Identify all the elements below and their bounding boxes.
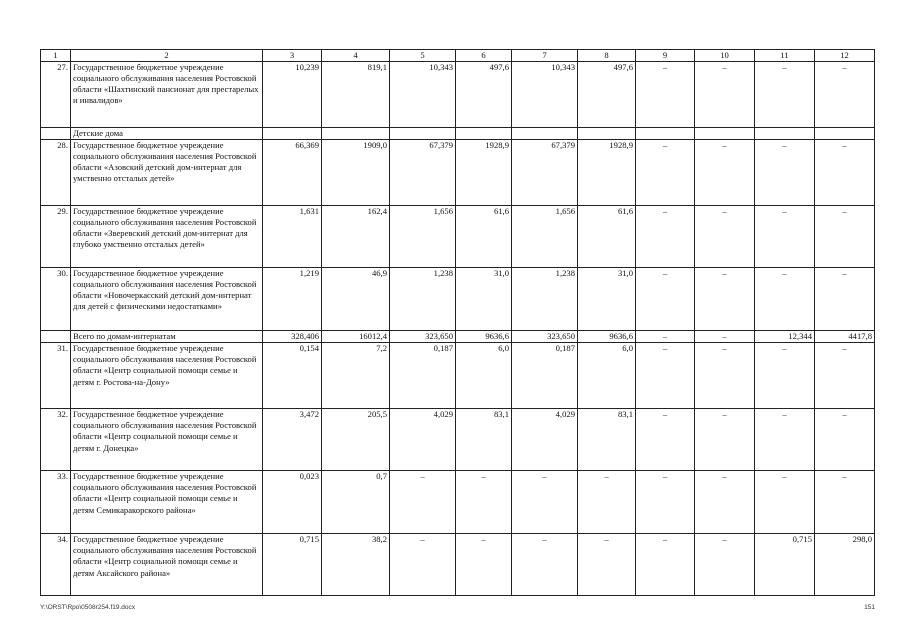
footer-page-number: 151	[864, 604, 875, 611]
value-cell: –	[755, 409, 815, 471]
value-cell	[578, 128, 636, 140]
value-cell: –	[815, 140, 875, 206]
row-number	[41, 331, 71, 343]
value-cell: 7,2	[322, 343, 390, 409]
value-cell: –	[755, 140, 815, 206]
value-cell: 1928,9	[456, 140, 512, 206]
value-cell: –	[755, 206, 815, 268]
value-cell: 3,472	[263, 409, 322, 471]
value-cell: –	[695, 206, 755, 268]
value-cell: –	[512, 534, 578, 596]
institution-name: Государственное бюджетное учреждение социального обслуживания населения Ростовской области «Центр социальной помощи семье и детям Аксайского района»	[71, 534, 263, 596]
value-cell: 0,715	[263, 534, 322, 596]
value-cell: 9636,6	[578, 331, 636, 343]
value-cell: 497,6	[578, 62, 636, 128]
row-number: 29.	[41, 206, 71, 268]
header-cell: 10	[695, 50, 755, 62]
value-cell: 46,9	[322, 268, 390, 331]
value-cell: –	[636, 534, 695, 596]
total-row	[41, 331, 875, 343]
table-row	[41, 268, 875, 331]
header-cell: 7	[512, 50, 578, 62]
value-cell: –	[578, 471, 636, 534]
value-cell: 4,029	[390, 409, 456, 471]
value-cell: 1,631	[263, 206, 322, 268]
table-row	[41, 534, 875, 596]
header-cell: 1	[41, 50, 71, 62]
table-row	[41, 471, 875, 534]
value-cell	[695, 128, 755, 140]
institution-name: Государственное бюджетное учреждение социального обслуживания населения Ростовской области «Центр социальной помощи семье и детям г. Донецка»	[71, 409, 263, 471]
value-cell: –	[578, 534, 636, 596]
value-cell: –	[695, 268, 755, 331]
institution-name: Государственное бюджетное учреждение социального обслуживания населения Ростовской области «Новочеркасский детский дом-интернат для детей с физическими недостатками»	[71, 268, 263, 331]
institution-name: Государственное бюджетное учреждение социального обслуживания населения Ростовской области «Центр социальной помощи семье и детям Семикаракорского района»	[71, 471, 263, 534]
value-cell	[322, 128, 390, 140]
row-number: 27.	[41, 62, 71, 128]
value-cell: 497,6	[456, 62, 512, 128]
row-number: 31.	[41, 343, 71, 409]
table-row	[41, 409, 875, 471]
value-cell: 10,343	[512, 62, 578, 128]
table-row	[41, 206, 875, 268]
value-cell: 323,650	[512, 331, 578, 343]
value-cell: –	[636, 409, 695, 471]
value-cell: 0,187	[390, 343, 456, 409]
value-cell: 10,343	[390, 62, 456, 128]
value-cell	[512, 128, 578, 140]
value-cell: –	[815, 62, 875, 128]
footer-file-path: Y:\ORST\Rpo\0508r254.f19.docx	[40, 604, 136, 611]
table-row	[41, 140, 875, 206]
value-cell: –	[815, 409, 875, 471]
value-cell: –	[456, 534, 512, 596]
value-cell: 0,7	[322, 471, 390, 534]
value-cell: –	[755, 343, 815, 409]
value-cell: 83,1	[578, 409, 636, 471]
value-cell: 31,0	[578, 268, 636, 331]
value-cell: –	[636, 206, 695, 268]
table-row	[41, 343, 875, 409]
value-cell: –	[636, 331, 695, 343]
row-number: 28.	[41, 140, 71, 206]
row-number: 33.	[41, 471, 71, 534]
value-cell: 4417,8	[815, 331, 875, 343]
value-cell: 67,379	[390, 140, 456, 206]
value-cell: 205,5	[322, 409, 390, 471]
value-cell: 16012,4	[322, 331, 390, 343]
value-cell: –	[456, 471, 512, 534]
header-cell: 6	[456, 50, 512, 62]
value-cell: –	[512, 471, 578, 534]
value-cell: –	[815, 343, 875, 409]
value-cell	[815, 128, 875, 140]
value-cell: 67,379	[512, 140, 578, 206]
header-cell: 8	[578, 50, 636, 62]
data-table	[40, 49, 875, 596]
value-cell: 162,4	[322, 206, 390, 268]
value-cell: –	[695, 140, 755, 206]
value-cell: 9636,6	[456, 331, 512, 343]
value-cell: –	[636, 471, 695, 534]
value-cell: –	[636, 140, 695, 206]
value-cell: 298,0	[815, 534, 875, 596]
value-cell: –	[695, 62, 755, 128]
value-cell: 1,219	[263, 268, 322, 331]
value-cell: –	[755, 268, 815, 331]
row-number: 34.	[41, 534, 71, 596]
value-cell: 6,0	[456, 343, 512, 409]
value-cell: 1,656	[390, 206, 456, 268]
table-row	[41, 62, 875, 128]
header-cell: 5	[390, 50, 456, 62]
value-cell: 83,1	[456, 409, 512, 471]
value-cell: –	[695, 409, 755, 471]
value-cell: 1,238	[512, 268, 578, 331]
value-cell: –	[815, 206, 875, 268]
value-cell: 0,023	[263, 471, 322, 534]
row-number	[41, 128, 71, 140]
value-cell: –	[695, 471, 755, 534]
value-cell: –	[695, 343, 755, 409]
value-cell	[456, 128, 512, 140]
value-cell: 0,154	[263, 343, 322, 409]
header-cell: 2	[71, 50, 263, 62]
institution-name: Детские дома	[71, 128, 263, 140]
row-number: 32.	[41, 409, 71, 471]
value-cell: 12,344	[755, 331, 815, 343]
institution-name: Всего по домам-интернатам	[71, 331, 263, 343]
value-cell: –	[390, 471, 456, 534]
row-number: 30.	[41, 268, 71, 331]
value-cell: 66,369	[263, 140, 322, 206]
value-cell: 819,1	[322, 62, 390, 128]
value-cell: 1909,0	[322, 140, 390, 206]
value-cell: 1,238	[390, 268, 456, 331]
value-cell: 323,650	[390, 331, 456, 343]
header-row	[41, 50, 875, 62]
value-cell: –	[755, 62, 815, 128]
institution-name: Государственное бюджетное учреждение социального обслуживания населения Ростовской области «Шахтинский пансионат для престарелых и инвалидов»	[71, 62, 263, 128]
value-cell: 61,6	[578, 206, 636, 268]
value-cell: –	[636, 343, 695, 409]
value-cell: 0,715	[755, 534, 815, 596]
header-cell: 9	[636, 50, 695, 62]
value-cell: 1,656	[512, 206, 578, 268]
section-row	[41, 128, 875, 140]
value-cell: 10,239	[263, 62, 322, 128]
value-cell: –	[695, 534, 755, 596]
value-cell: –	[695, 331, 755, 343]
value-cell: 61,6	[456, 206, 512, 268]
value-cell: 31,0	[456, 268, 512, 331]
value-cell: 4,029	[512, 409, 578, 471]
value-cell: –	[636, 62, 695, 128]
value-cell	[755, 128, 815, 140]
header-cell: 12	[815, 50, 875, 62]
value-cell: –	[755, 471, 815, 534]
value-cell: –	[815, 471, 875, 534]
institution-name: Государственное бюджетное учреждение социального обслуживания населения Ростовской области «Зверевский детский дом-интернат для глубоко умственно отсталых детей»	[71, 206, 263, 268]
header-cell: 4	[322, 50, 390, 62]
header-cell: 11	[755, 50, 815, 62]
value-cell: 38,2	[322, 534, 390, 596]
value-cell	[390, 128, 456, 140]
value-cell: 1928,9	[578, 140, 636, 206]
header-cell: 3	[263, 50, 322, 62]
institution-name: Государственное бюджетное учреждение социального обслуживания населения Ростовской области «Центр социальной помощи семье и детям г. Ростова-на-Дону»	[71, 343, 263, 409]
institution-name: Государственное бюджетное учреждение социального обслуживания населения Ростовской области «Азовский детский дом-интернат для умственно отсталых детей»	[71, 140, 263, 206]
value-cell: –	[390, 534, 456, 596]
value-cell: 0,187	[512, 343, 578, 409]
value-cell: –	[815, 268, 875, 331]
value-cell	[263, 128, 322, 140]
value-cell	[636, 128, 695, 140]
value-cell: –	[636, 268, 695, 331]
value-cell: 6,0	[578, 343, 636, 409]
value-cell: 328,406	[263, 331, 322, 343]
